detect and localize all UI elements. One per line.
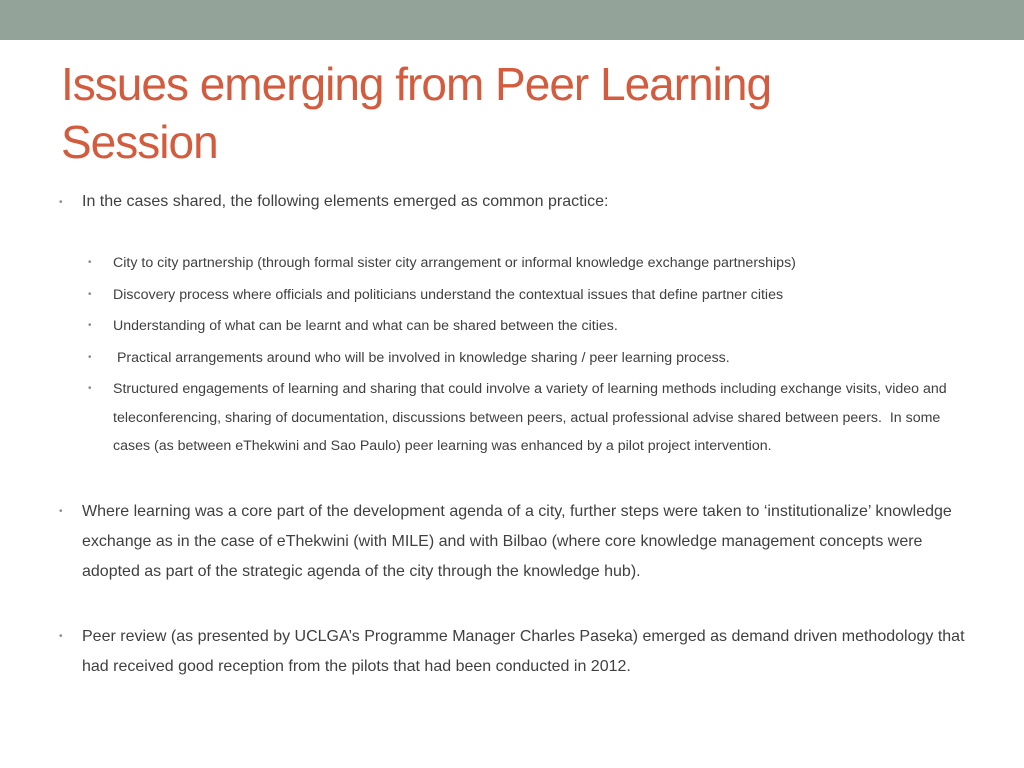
bullet-institutionalize	[58, 497, 978, 587]
sub-bullet-text: Discovery process where officials and politicians understand the contextual issues that define partner cities	[113, 286, 784, 303]
slide-title-line-1: Issues emerging from Peer Learning	[61, 58, 772, 110]
bullet-dot-icon: •	[59, 630, 63, 642]
slide-title	[61, 55, 961, 171]
bullet-dot-icon: •	[88, 320, 92, 331]
bullet-dot-icon: •	[59, 505, 63, 517]
bullet-dot-icon: •	[88, 257, 92, 268]
bullet-peer-review	[58, 622, 978, 682]
bullet-dot-icon: •	[88, 351, 92, 363]
bullet-intro	[58, 188, 978, 216]
bullet-peer-review-text: Peer review (as presented by UCLGA’s Programme Manager Charles Paseka) emerged as demand driven methodology that had received good reception from the pilots that had been conducted in 2012.	[82, 627, 965, 675]
bullet-dot-icon: •	[59, 197, 63, 208]
sub-bullet-text: Understanding of what can be learnt and what can be shared between the cities.	[113, 318, 618, 334]
sub-bullet-structured-engagements	[58, 375, 978, 461]
bullet-dot-icon: •	[88, 383, 92, 394]
sub-bullet-practical-arrangements	[58, 344, 978, 373]
bullet-dot-icon: •	[88, 288, 92, 300]
slide-body	[58, 188, 978, 682]
sub-bullet-discovery-process	[58, 281, 978, 310]
top-decorative-band	[0, 0, 1024, 40]
sub-bullet-text: Practical arrangements around who will be involved in knowledge sharing / peer learning process.	[113, 349, 730, 366]
sub-bullet-text: City to city partnership (through formal sister city arrangement or informal knowledge exchange partnerships)	[113, 255, 796, 271]
sub-bullet-city-partnership	[58, 249, 978, 278]
sub-bullet-understanding	[58, 312, 978, 341]
sub-bullet-text: Structured engagements of learning and sharing that could involve a variety of learning methods including exchange visits, video and teleconferencing, sharing of documentation, discussions between peers, actual professional advise shared between peers. In some cases (as between eThekwini and Sao Paulo) peer learning was enhanced by a pilot project intervention.	[113, 381, 951, 454]
slide-title-line-2: Session	[61, 116, 218, 168]
bullet-intro-text: In the cases shared, the following elements emerged as common practice:	[82, 193, 609, 210]
bullet-institutionalize-text: Where learning was a core part of the development agenda of a city, further steps were taken to ‘institutionalize’ knowledge exchange as in the case of eThekwini (with MILE) and with Bilbao (where core knowledge management concepts were adopted as part of the strategic agenda of the city through the knowledge hub).	[82, 502, 952, 580]
